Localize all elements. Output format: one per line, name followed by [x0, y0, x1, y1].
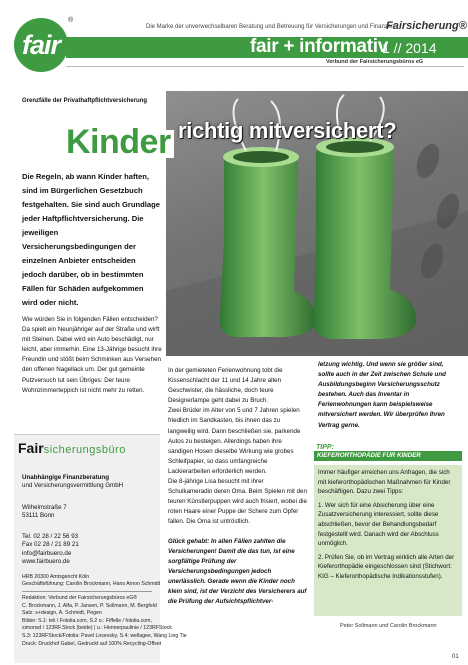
body-paragraph-left: Wie würden Sie in folgenden Fällen entscheiden? Da spielt ein Neunjähriger auf der Straße und wirft mit Steinen. Dabei wird ein Auto beschädigt, nur leicht, aber immerhin. Eine 13-Jährige besucht ihre Freundin und stößt beim Schminken aus Versehen den offenen Nagellack um. Der gut gemeinte Putzversuch tut sein Übriges: Der teure Wohnzimmerteppich ist nicht mehr zu retten.: [22, 316, 162, 394]
publisher-subtitle: Verbund der Fairsicherungsbüros eG: [326, 59, 424, 65]
col2-paragraph-4: Glück gehabt: In allen Fällen zahlten die Versicherungen! Damit die das tun, ist eine sorgfältige Prüfung der Versicherungsbedingungen jedoch unerlässlich. Gerade wenn die Kinder noch klein sind, ist der Verzicht des Versicherers auf die Prüfung der Aufsichtspflichtver-: [168, 537, 307, 606]
col2-paragraph-3: Die 8-jährige Lisa besucht mit ihrer Schulkameradin deren Oma. Beim Spielen mit den teuren Künstlerpuppen wird auch frisiert, wobei die roten Haare einer Puppe der Schere zum Opfer fallen. Die Oma ist untröstlich.: [168, 478, 307, 526]
tip-label: TIPP:: [316, 444, 334, 451]
page-number: 01: [452, 654, 459, 660]
tip-paragraph-1: Immer häufiger erreichen uns Anfragen, die sich mit kieferorthopädischen Maßnahmen für Kinder beschäftigen. Dazu zwei Tipps:: [318, 469, 451, 496]
imprint-line: Druck: Druckhof Gabel, Gedruckt auf 100% Recycling-Offset: [22, 640, 162, 647]
management: Geschäftsführung: Carolin Brockmann, Hans Arnon Schmidt: [22, 581, 161, 587]
company-desc-line-2: und Versicherungsvermittlung GmbH: [22, 482, 124, 490]
fairsicherungsbuero-logo: [18, 440, 126, 458]
logo-text: fair: [21, 30, 61, 60]
newsletter-title: fair + informativ: [250, 36, 388, 57]
registry-info: [22, 574, 160, 588]
company-address: [22, 504, 67, 521]
tip-paragraph-3: 2. Prüfen Sie, ob im Vertrag wirklich alle Arten der Kieferorthopädie eingeschlossen sind (Stichwort: KIG – Kieferorthopädische Indikationsstufen).: [318, 553, 455, 580]
article-column-3: letzung wichtig. Und wenn sie größer sind, sollte auch in der Zeit zwischen Schule und Ausbildungsbeginn Versicherungsschutz bestehen. Auch das Inventar in Ferienwohnungen kann beispielsweise mitversichert werden. Wir überprüfen Ihren Vertrag gerne.: [318, 361, 446, 429]
imprint-line: Bilder: S.1: teli / Fotolia.com, S.2 o.: Fiffelle / fotolia.com,: [22, 617, 152, 624]
headline-highlight: Kinder: [66, 123, 171, 161]
website-link[interactable]: www.fairbuero.de: [22, 558, 70, 566]
email-link[interactable]: info@fairbuero.de: [22, 549, 72, 557]
issue-number: 1 // 2014: [382, 40, 437, 56]
imprint-line: Satz: s+design, A. Schmidt, Pegen: [22, 610, 102, 617]
logo-suffix: sicherungsbüro: [43, 444, 126, 456]
imprint-line: simonsd / 123RF.Stock (beide) | u.: Hennerpaulinie / 123RFStock: [22, 625, 172, 632]
hrb-number: HRB 20300 Amtsgericht Köln: [22, 574, 90, 580]
street: Wilhelmstraße 7: [22, 504, 67, 511]
company-desc-line-1: Unabhängige Finanzberatung: [22, 474, 109, 481]
fair-logo: [14, 18, 68, 72]
brand-name: Fairsicherung®: [386, 20, 467, 32]
company-description: [22, 474, 123, 491]
panel-divider: [22, 591, 152, 592]
tagline: Die Marke der unverwechselbaren Beratung und Betreuung für Versicherungen und Finanzen: [146, 24, 395, 30]
headline-text: richtig mitversichert?: [178, 118, 397, 143]
tip-box: [314, 465, 462, 616]
tip-title: KIEFERORTHOPÄDIE FÜR KINDER: [314, 451, 462, 461]
company-contact: [22, 533, 79, 567]
header-divider: [66, 66, 464, 67]
col2-paragraph-2: Zwei Brüder im Alter von 5 und 7 Jahren spielen friedlich im Sandkasten, bis ihnen das zu langweilig wird. Dann beschließen sie, parkende Autos zu besteigen. Allerdings haben ihre sandigen Hosen dieselbe Wirkung wie grobes Schleifpapier, so dass umfangreiche Lackierarbeiten erforderlich werden.: [168, 407, 301, 475]
article-intro: Die Regeln, ab wann Kinder haften, sind im Bürgerlichen Gesetzbuch festgehalten. Sie sind auch Grundlage jeder Haftpflichtversicherung. Die jeweiligen Versicherungsbedingungen der einzelnen Anbieter entscheiden jedoch darüber, ob in bestimmten Fällen für Schäden aufgekommen wird oder nicht.: [22, 172, 160, 307]
imprint-line: Redaktion: Verbund der Fairsicherungsbüros eG®: [22, 595, 138, 601]
article-column-2: [168, 366, 308, 607]
logo-registered-mark: ®: [68, 17, 74, 24]
logo-fair-word: Fair: [18, 440, 44, 456]
imprint: [22, 595, 187, 648]
fax: Fax 02 28 / 21 89 21: [22, 541, 79, 549]
city: 53111 Bonn: [22, 512, 55, 520]
tip-paragraph-2: 1. Wer sich für eine Absicherung über eine Zusatzversicherung interessiert, sollte diese abschließen, bevor der Behandlungsbedarf festgestellt wird. Danach wird der Abschluss unmöglich.: [318, 501, 439, 548]
imprint-line: S.3: 123RFStock/Fotolia: Pavel Losevsky, S.4: wellagee, Wang Ling Tie: [22, 632, 187, 639]
article-kicker: Grenzfälle der Privathaftpflichtversicherung: [22, 98, 148, 104]
imprint-line: C. Brockmann, J. Alfa, P. Jansen, P. Sollmann, M. Bergfeld: [22, 602, 157, 609]
col2-paragraph-1: In der gemieteten Ferienwohnung tobt die Kissenschlacht der 11 und 14 Jahre alten Geschwister, die hässliche, doch teure Designerlampe geht dabei zu Bruch.: [168, 367, 283, 405]
article-authors: Peter Sollmann und Carolin Brockmann: [340, 623, 437, 629]
telephone: Tel. 02 28 / 22 56 93: [22, 533, 79, 540]
